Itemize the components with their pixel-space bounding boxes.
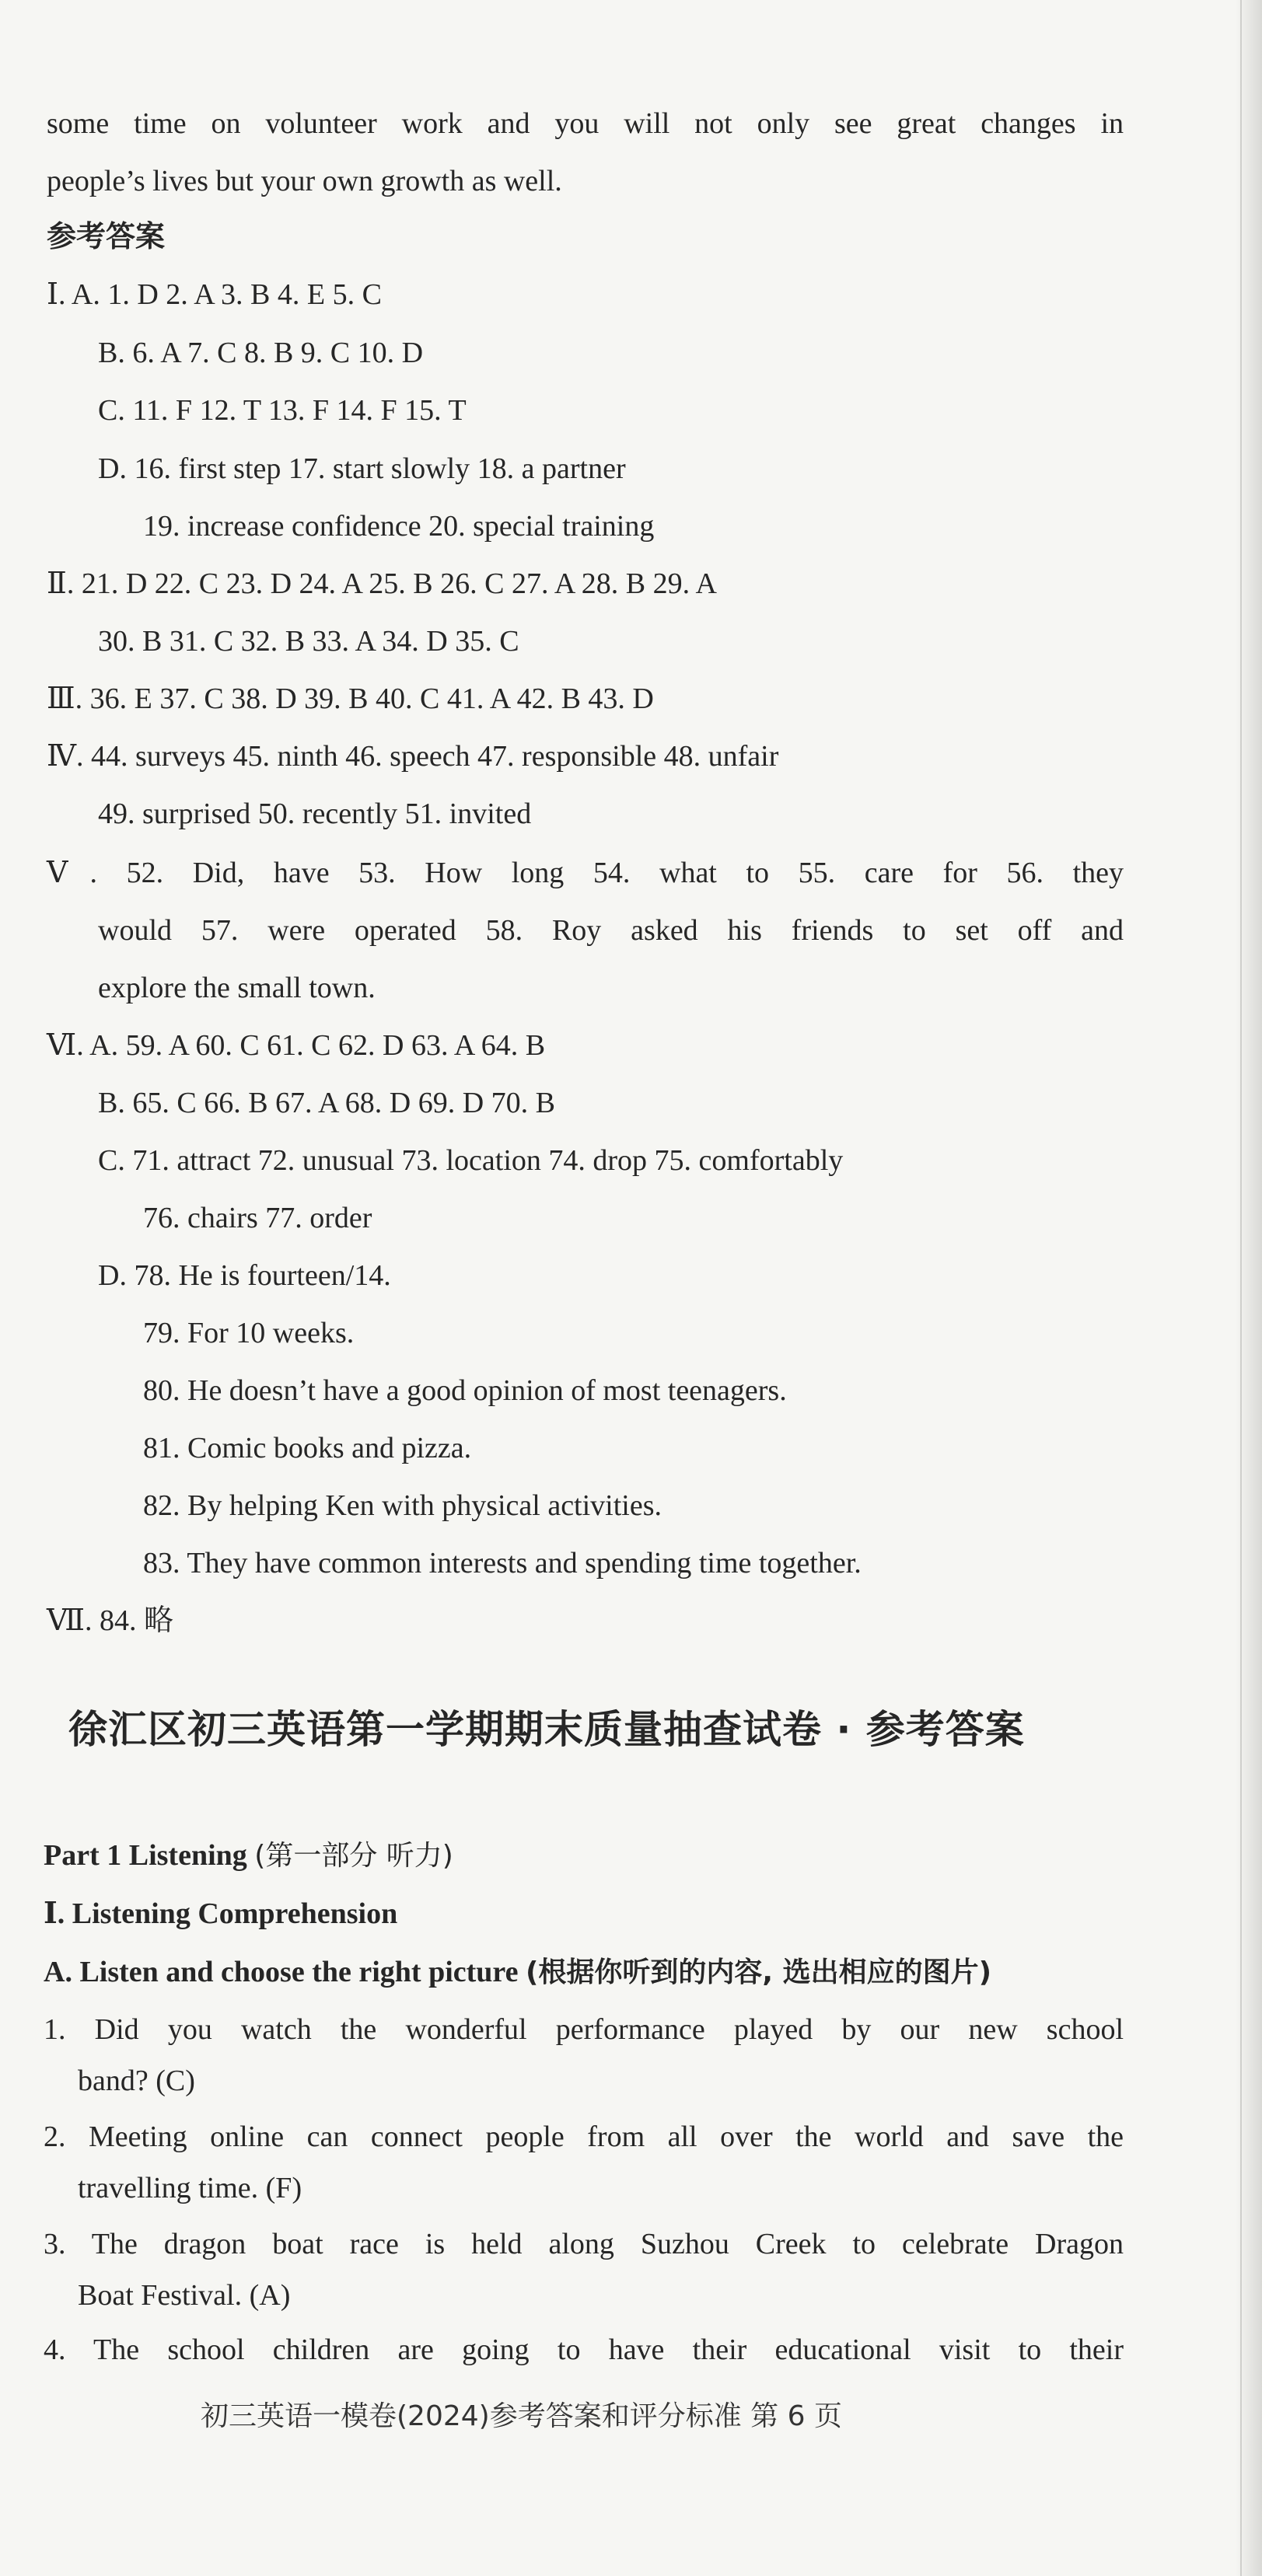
answer-III: Ⅲ. 36. E 37. C 38. D 39. B 40. C 41. A 42. B 43. D [47, 682, 654, 715]
part1-title [44, 1841, 453, 1870]
answer-IV-line2: 49. surprised 50. recently 51. invited [98, 798, 532, 830]
answer-VI-d79: 79. For 10 weeks. [143, 1317, 355, 1349]
page-edge-line [1240, 0, 1242, 2576]
answer-V-line2: would 57. were operated 58. Roy asked his friends to set off and [98, 914, 1124, 947]
answer-VI-c2: 76. chairs 77. order [143, 1202, 372, 1234]
answer-VI-a: Ⅵ. A. 59. A 60. C 61. C 62. D 63. A 64. B [47, 1029, 546, 1062]
answers-title: 参考答案 [47, 219, 166, 253]
part1-title-cn: (第一部分 听力) [254, 1840, 453, 1872]
answer-V-line3: explore the small town. [98, 972, 376, 1004]
answer-VI-d82: 82. By helping Ken with physical activities. [143, 1489, 662, 1522]
answer-V-line1: Ⅴ. 52. Did, have 53. How long 54. what to 55. care for 56. they [47, 857, 1124, 889]
listening-item-2-line1: 2. Meeting online can connect people from all over the world and save the [44, 2120, 1124, 2153]
answer-I-a: Ⅰ. A. 1. D 2. A 3. B 4. E 5. C [47, 278, 382, 311]
answer-I-d1: D. 16. first step 17. start slowly 18. a partner [98, 452, 626, 485]
paragraph-line-1: some time on volunteer work and you will not only see great changes in [47, 107, 1124, 140]
answer-I-b: B. 6. A 7. C 8. B 9. C 10. D [98, 337, 424, 369]
answer-VI-d83: 83. They have common interests and spending time together. [143, 1547, 862, 1579]
listening-item-1-line2: band? (C) [78, 2065, 195, 2097]
page-footer: 初三英语一模卷(2024)参考答案和评分标准 第 6 页 [201, 2400, 842, 2432]
section-A-cn: (根据你听到的内容, 选出相应的图片) [525, 1956, 992, 1988]
section-heading: 徐汇区初三英语第一学期期末质量抽查试卷 · 参考答案 [68, 1707, 1025, 1752]
answer-VI-d78: D. 78. He is fourteen/14. [98, 1259, 391, 1292]
answer-VI-c1: C. 71. attract 72. unusual 73. location 74. drop 75. comfortably [98, 1144, 844, 1177]
answer-II-line1: Ⅱ. 21. D 22. C 23. D 24. A 25. B 26. C 27. A 28. B 29. A [47, 567, 717, 600]
listening-item-3-line2: Boat Festival. (A) [78, 2279, 291, 2312]
answer-I-d2: 19. increase confidence 20. special training [143, 510, 655, 543]
part1-title-en: Part 1 Listening [44, 1839, 247, 1872]
answer-VI-b: B. 65. C 66. B 67. A 68. D 69. D 70. B [98, 1087, 556, 1119]
listening-item-3-line1: 3. The dragon boat race is held along Suzhou Creek to celebrate Dragon [44, 2228, 1124, 2260]
answer-IV-line1: Ⅳ. 44. surveys 45. ninth 46. speech 47. responsible 48. unfair [47, 740, 779, 773]
section-A-heading [44, 1957, 991, 1987]
answer-VI-d81: 81. Comic books and pizza. [143, 1432, 472, 1464]
answer-VI-d80: 80. He doesn’t have a good opinion of most teenagers. [143, 1374, 787, 1407]
listening-item-1-line1: 1. Did you watch the wonderful performance played by our new school [44, 2013, 1124, 2046]
listening-item-2-line2: travelling time. (F) [78, 2172, 302, 2204]
answer-II-line2: 30. B 31. C 32. B 33. A 34. D 35. C [98, 625, 519, 658]
listening-comprehension-heading: Ⅰ. Listening Comprehension [44, 1897, 398, 1930]
answer-VII: Ⅶ. 84. 略 [47, 1604, 174, 1637]
answer-I-c: C. 11. F 12. T 13. F 14. F 15. T [98, 394, 467, 427]
section-A-en: A. Listen and choose the right picture [44, 1956, 519, 1988]
paragraph-line-2: people’s lives but your own growth as well. [47, 165, 562, 197]
listening-item-4-line1: 4. The school children are going to have their educational visit to their [44, 2333, 1124, 2366]
